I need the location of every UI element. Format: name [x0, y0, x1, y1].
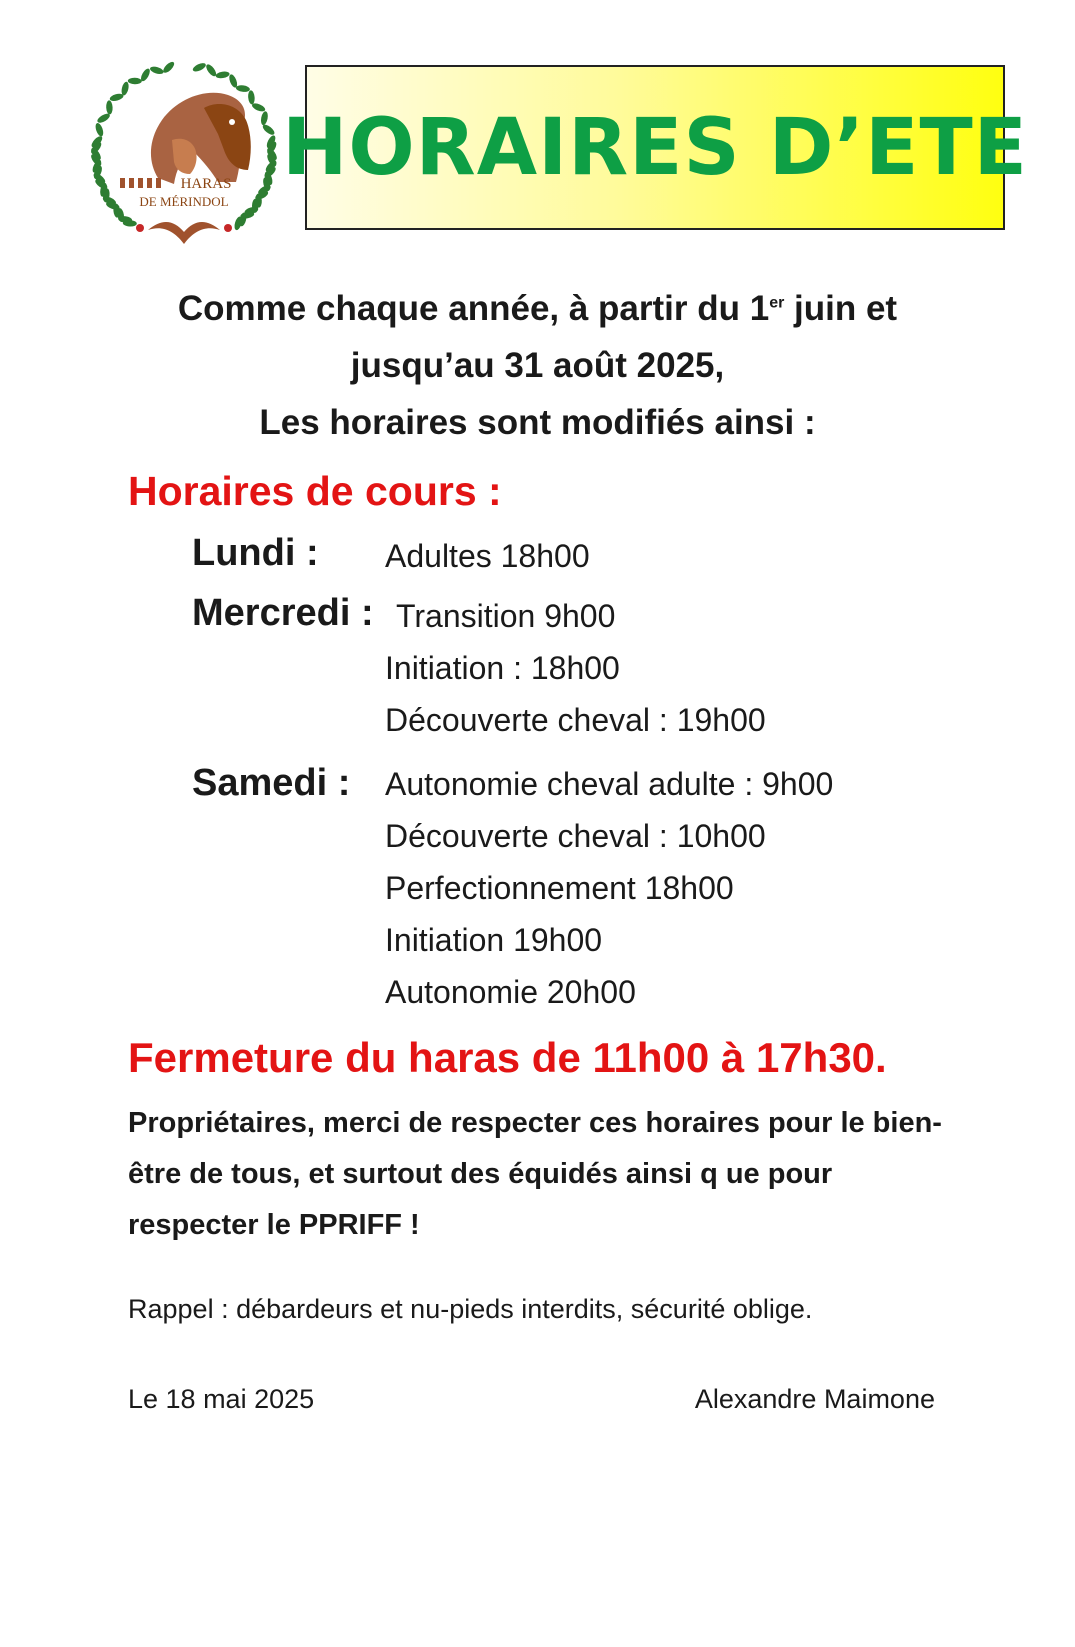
wreath-leaf	[94, 122, 105, 137]
course-item: Autonomie cheval adulte : 9h00	[385, 766, 834, 802]
document-date: Le 18 mai 2025	[128, 1384, 315, 1414]
course-item: Découverte cheval : 10h00	[385, 818, 766, 854]
course-item: Adultes 18h00	[385, 538, 590, 574]
wreath-leaf	[106, 100, 113, 114]
wreath-leaf	[128, 78, 142, 85]
wreath-leaf	[149, 65, 164, 75]
course-item: Transition 9h00	[396, 598, 616, 634]
intro-line-3: Les horaires sont modifiés ainsi :	[259, 403, 816, 442]
haras-logo-emblem	[78, 50, 290, 270]
wreath-leaf	[260, 111, 269, 126]
intro-line-1-a: Comme chaque année, à partir du 1	[177, 289, 770, 328]
day-label-samedi: Samedi :	[192, 762, 351, 804]
wreath-leaf	[161, 60, 175, 74]
wreath-leaf	[109, 92, 124, 102]
intro-line-1	[0, 280, 1075, 337]
course-item: Découverte cheval : 19h00	[385, 702, 766, 738]
wreath-leaf	[248, 90, 256, 105]
wreath-leaf	[215, 71, 230, 80]
day-label-lundi: Lundi :	[192, 532, 319, 574]
course-item: Initiation : 18h00	[385, 650, 620, 686]
haras-logo	[78, 50, 290, 270]
owners-note: Propriétaires, merci de respecter ces horaires pour le bien-être de tous, et surtout des équidés ainsi q ue pour respecter le PPRIFF !	[128, 1107, 942, 1241]
signature: Alexandre Maimone	[694, 1384, 935, 1414]
wreath-leaf	[236, 85, 251, 93]
intro-block	[0, 280, 1075, 451]
page-title: HORAIRES D’ETE	[282, 102, 1028, 193]
logo-text-line1: HARAS	[180, 176, 232, 192]
course-item: Autonomie 20h00	[385, 974, 636, 1010]
reminder-text: Rappel : débardeurs et nu-pieds interdits, sécurité oblige.	[128, 1294, 813, 1324]
course-item: Perfectionnement 18h00	[385, 870, 734, 906]
intro-superscript: er	[769, 294, 785, 312]
day-label-mercredi: Mercredi :	[192, 592, 374, 634]
course-item: Initiation 19h00	[385, 922, 603, 958]
wreath-leaf	[192, 61, 207, 73]
title-banner	[282, 65, 1028, 230]
courses-heading: Horaires de cours :	[128, 468, 502, 514]
intro-line-1-b: juin et	[784, 289, 898, 328]
intro-line-2: jusqu’au 31 août 2025,	[350, 346, 725, 385]
wreath-leaf	[120, 81, 129, 96]
closure-notice: Fermeture du haras de 11h00 à 17h30.	[128, 1034, 887, 1081]
logo-text-line2: DE MÉRINDOL	[139, 194, 229, 209]
